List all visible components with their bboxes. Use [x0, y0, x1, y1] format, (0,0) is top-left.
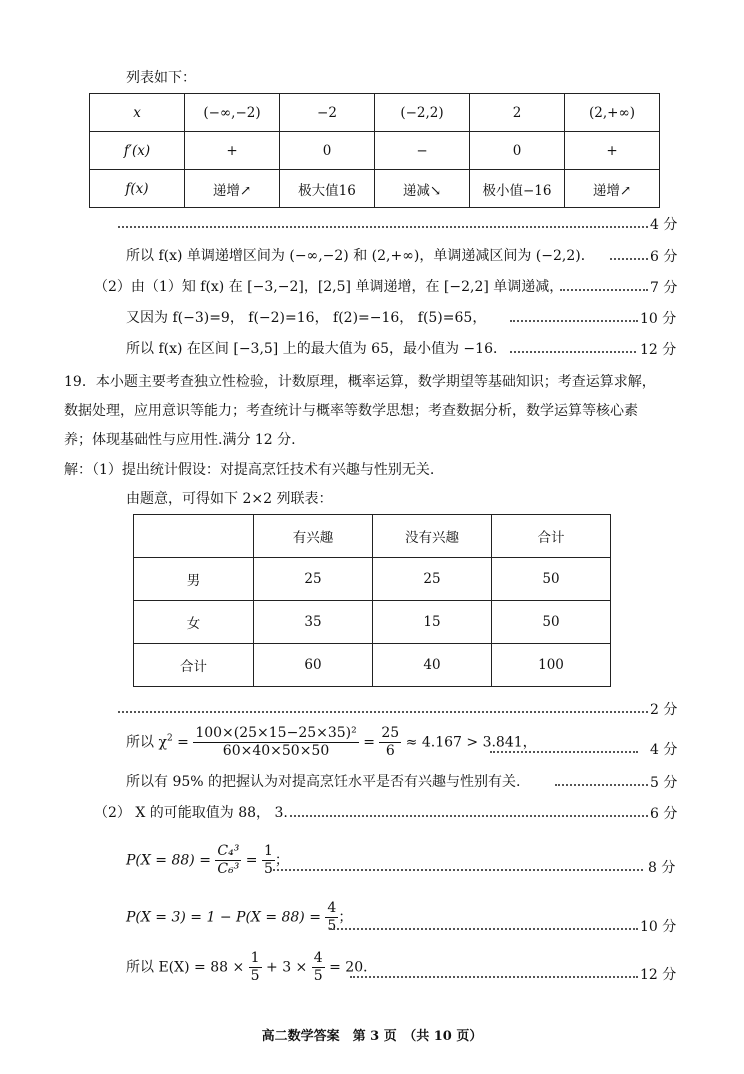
score-label: 4 分	[650, 742, 678, 758]
table-cell: −	[375, 132, 470, 170]
table-row	[134, 515, 611, 558]
table-cell: 0	[470, 132, 565, 170]
table-cell: 35	[254, 601, 373, 644]
dot-leader	[555, 770, 648, 786]
table-header: 没有兴趣	[373, 515, 492, 558]
text-line: 所以 f(x) 在区间 [−3,5] 上的最大值为 65，最小值为 −16．	[126, 341, 507, 357]
score-label: 6 分	[650, 806, 678, 822]
fraction	[312, 950, 325, 985]
score-label: 8 分	[648, 860, 676, 876]
table-row	[90, 132, 660, 170]
fraction-denominator: 6	[385, 742, 395, 759]
table-cell: 递增↗	[185, 170, 280, 208]
table-row	[134, 558, 611, 601]
list-intro: 列表如下：	[126, 70, 196, 86]
table-header: 有兴趣	[254, 515, 373, 558]
text-line: 又因为 f(−3)=9， f(−2)=16， f(2)=−16， f(5)=65，	[126, 310, 487, 326]
table-cell: f(x)	[90, 170, 185, 208]
dot-leader	[510, 337, 636, 353]
score-label: 10 分	[640, 919, 677, 935]
table-cell: x	[90, 94, 185, 132]
fraction-denominator: 5	[250, 967, 260, 984]
solution-line: 由题意，可得如下 2×2 列联表：	[126, 491, 333, 507]
table-header	[134, 515, 254, 558]
dot-leader	[118, 212, 648, 228]
fraction-numerator: C₄³	[217, 843, 240, 859]
table-cell: +	[565, 132, 660, 170]
contingency-table	[133, 514, 611, 687]
expectation	[126, 950, 377, 985]
table-cell: 100	[492, 644, 611, 687]
dot-leader	[610, 244, 648, 260]
formula-text: ≈ 4.167 > 3.841，	[405, 734, 537, 751]
table-cell: 极大值16	[280, 170, 375, 208]
formula-text: P(X = 88) =	[126, 852, 211, 869]
table-cell: −2	[280, 94, 375, 132]
table-row	[134, 601, 611, 644]
solution-line: 解：（1）提出统计假设：对提高烹饪技术有兴趣与性别无关.	[64, 462, 435, 478]
table-cell: 递增↗	[565, 170, 660, 208]
table-cell: 60	[254, 644, 373, 687]
formula-text: + 3 ×	[266, 959, 308, 976]
table-cell: 女	[134, 601, 254, 644]
score-label: 10 分	[640, 311, 677, 327]
table-cell: 15	[373, 601, 492, 644]
fraction-numerator: 25	[381, 725, 400, 741]
fraction-denominator: C₆³	[217, 860, 240, 877]
table-cell: +	[185, 132, 280, 170]
fraction-numerator: 4	[327, 900, 337, 916]
fraction-numerator: 1	[263, 843, 273, 859]
fraction-denominator: 5	[327, 917, 337, 934]
fraction	[379, 725, 401, 760]
derivative-table	[89, 93, 660, 208]
fraction	[193, 725, 358, 760]
question-19-intro: 数据处理，应用意识等能力；考查统计与概率等数学思想；考查数据分析，数学运算等核心素	[64, 403, 638, 419]
dot-leader	[270, 855, 643, 871]
table-cell: 50	[492, 558, 611, 601]
score-label: 7 分	[650, 280, 678, 296]
page-footer: 高二数学答案 第 3 页 （共 10 页）	[261, 1029, 483, 1044]
formula-text: 所以 χ	[126, 734, 167, 751]
fraction-numerator: 1	[250, 950, 260, 966]
table-row	[134, 644, 611, 687]
table-cell: 递减↘	[375, 170, 470, 208]
text-line: 所以有 95% 的把握认为对提高烹饪水平是否有兴趣与性别有关.	[126, 774, 521, 790]
score-label: 5 分	[650, 775, 678, 791]
table-row	[90, 170, 660, 208]
table-header: 合计	[492, 515, 611, 558]
chi-square-formula: 所以 $\chi^2$ = $\frac{\text{100×(25×15−25×35)²}}{60\times 40\times 50\times 50}$ = $\frac{25}{6}$ ≈ 4.167 > 3.841，	[126, 725, 537, 759]
probability-3: P(X = 3) = 1 − P(X = 88) = $\frac{4}{5}$ ；	[126, 900, 353, 934]
question-19-intro: 养；体现基础性与应用性.满分 12 分.	[64, 432, 296, 448]
table-cell: 男	[134, 558, 254, 601]
formula-text: = 20．	[329, 959, 378, 976]
text-line: （2）由（1）知 f(x) 在 [−3,−2]，[2,5] 单调递增，在 [−2,2] 单调递减，	[94, 279, 564, 295]
formula-text: 所以 E(X) = 88 ×	[126, 959, 245, 976]
dot-leader	[350, 962, 638, 978]
table-cell: 25	[254, 558, 373, 601]
table-cell: 2	[470, 94, 565, 132]
dot-leader	[330, 914, 638, 930]
table-cell: f′(x)	[90, 132, 185, 170]
dot-leader	[560, 275, 648, 291]
fraction-numerator: 100×(25×15−25×35)²	[195, 725, 357, 741]
dot-leader	[490, 737, 638, 753]
table-cell: 极小值−16	[470, 170, 565, 208]
score-label: 12 分	[640, 342, 677, 358]
dot-leader	[290, 801, 648, 817]
fraction-denominator: 5	[313, 967, 323, 984]
fraction	[215, 843, 241, 878]
table-cell: 40	[373, 644, 492, 687]
score-label: 2 分	[650, 702, 678, 718]
table-cell: 合计	[134, 644, 254, 687]
fraction-denominator: 5	[263, 860, 273, 877]
table-row	[90, 94, 660, 132]
table-cell: (−∞,−2)	[185, 94, 280, 132]
dot-leader	[118, 697, 648, 713]
score-label: 4 分	[650, 217, 678, 233]
probability-88: P(X = 88) = $\frac{\text{C₄³}}{\text{C₆³}}$ = $\frac{1}{5}$ ；	[126, 843, 289, 877]
score-label: 12 分	[640, 967, 677, 983]
fraction-numerator: 4	[313, 950, 323, 966]
text-line: 所以 f(x) 单调递增区间为 (−∞,−2) 和 (2,+∞)，单调递减区间为 (−2,2)．	[126, 248, 595, 264]
table-cell: 0	[280, 132, 375, 170]
question-19-intro: 19．本小题主要考查独立性检验，计数原理，概率运算，数学期望等基础知识；考查运算求解，	[64, 374, 656, 390]
score-label: 6 分	[650, 249, 678, 265]
table-cell: 50	[492, 601, 611, 644]
table-cell: (−2,2)	[375, 94, 470, 132]
table-cell: (2,+∞)	[565, 94, 660, 132]
text-line: （2） X 的可能取值为 88， 3.	[94, 805, 288, 821]
fraction	[249, 950, 262, 985]
fraction-denominator: 60×40×50×50	[222, 742, 330, 759]
formula-text: P(X = 3) = 1 − P(X = 88) =	[126, 909, 321, 926]
table-cell: 25	[373, 558, 492, 601]
dot-leader	[510, 306, 638, 322]
